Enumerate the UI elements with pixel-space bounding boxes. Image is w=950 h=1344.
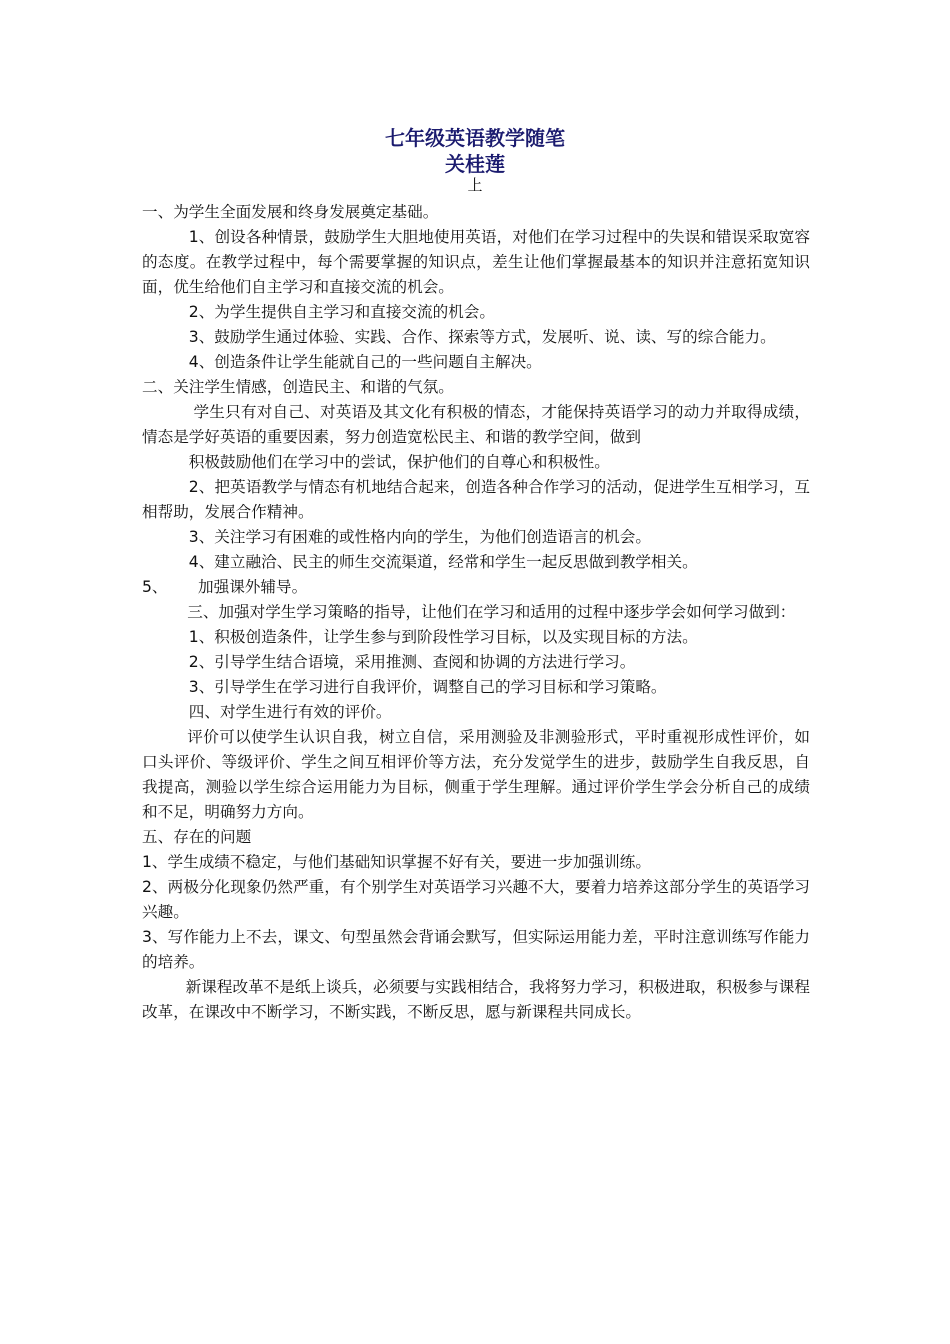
paragraph: 3、关注学习有困难的或性格内向的学生，为他们创造语言的机会。 xyxy=(188,528,651,546)
paragraph: 评价可以使学生认识自我，树立自信，采用测验及非测验形式，平时重视形成性评价，如口头评价、等级评价、学生之间互相评价等方法，充分发觉学生的进步，鼓励学生自我反思，自我提高，测验以学生综合运用能力为目标，侧重于学生理解。通过评价学生学会分析自己的成绩和不足，明确努力方向。 xyxy=(142,728,810,821)
paragraph: 4、创造条件让学生能就自己的一些问题自主解决。 xyxy=(188,353,542,371)
list-text: 加强课外辅导。 xyxy=(198,578,308,596)
paragraph: 2、为学生提供自主学习和直接交流的机会。 xyxy=(188,303,495,321)
paragraph: 学生只有对自己、对英语及其文化有积极的情态，才能保持英语学习的动力并取得成绩，情态是学好英语的重要因素，努力创造宽松民主、和谐的教学空间，做到 xyxy=(142,403,810,446)
paragraph: 新课程改革不是纸上谈兵，必须要与实践相结合，我将努力学习，积极进取，积极参与课程改革，在课改中不断学习，不断实践，不断反思，愿与新课程共同成长。 xyxy=(142,978,810,1021)
section-heading-5: 五、存在的问题 xyxy=(142,828,252,846)
paragraph: 积极鼓励他们在学习中的尝试，保护他们的自尊心和积极性。 xyxy=(188,453,610,471)
paragraph: 3、鼓励学生通过体验、实践、合作、探索等方式，发展听、说、读、写的综合能力。 xyxy=(188,328,776,346)
section-heading-2: 二、关注学生情感，创造民主、和谐的气氛。 xyxy=(142,378,454,396)
paragraph: 1、学生成绩不稳定，与他们基础知识掌握不好有关，要进一步加强训练。 xyxy=(142,853,651,871)
document-body xyxy=(142,200,810,1025)
paragraph: 3、引导学生在学习进行自我评价，调整自己的学习目标和学习策略。 xyxy=(188,678,667,696)
list-number: 5、 xyxy=(142,578,168,596)
section-heading-1: 一、为学生全面发展和终身发展奠定基础。 xyxy=(142,203,439,221)
paragraph: 2、两极分化现象仍然严重，有个别学生对英语学习兴趣不大，要着力培养这部分学生的英语学习兴趣。 xyxy=(142,878,810,921)
list-item-5 xyxy=(142,575,810,600)
paragraph: 1、创设各种情景，鼓励学生大胆地使用英语，对他们在学习过程中的失误和错误采取宽容的态度。在教学过程中，每个需要掌握的知识点，差生让他们掌握最基本的知识并注意拓宽知识面，优生给他们自主学习和直接交流的机会。 xyxy=(142,228,810,296)
paragraph: 2、把英语教学与情态有机地结合起来，创造各种合作学习的活动，促进学生互相学习，互相帮助，发展合作精神。 xyxy=(142,478,810,521)
paragraph: 1、积极创造条件，让学生参与到阶段性学习目标，以及实现目标的方法。 xyxy=(188,628,698,646)
document-subtitle: 上 xyxy=(467,176,483,194)
document-title: 七年级英语教学随笔 xyxy=(385,126,565,150)
paragraph: 4、建立融洽、民主的师生交流渠道，经常和学生一起反思做到教学相关。 xyxy=(188,553,698,571)
section-heading-3: 三、加强对学生学习策略的指导，让他们在学习和适用的过程中逐步学会如何学习做到： xyxy=(187,603,796,621)
section-heading-4: 四、对学生进行有效的评价。 xyxy=(188,703,392,721)
document-author: 关桂莲 xyxy=(445,152,505,176)
paragraph: 3、写作能力上不去，课文、句型虽然会背诵会默写，但实际运用能力差，平时注意训练写作能力的培养。 xyxy=(142,928,810,971)
paragraph: 2、引导学生结合语境，采用推测、查阅和协调的方法进行学习。 xyxy=(188,653,636,671)
